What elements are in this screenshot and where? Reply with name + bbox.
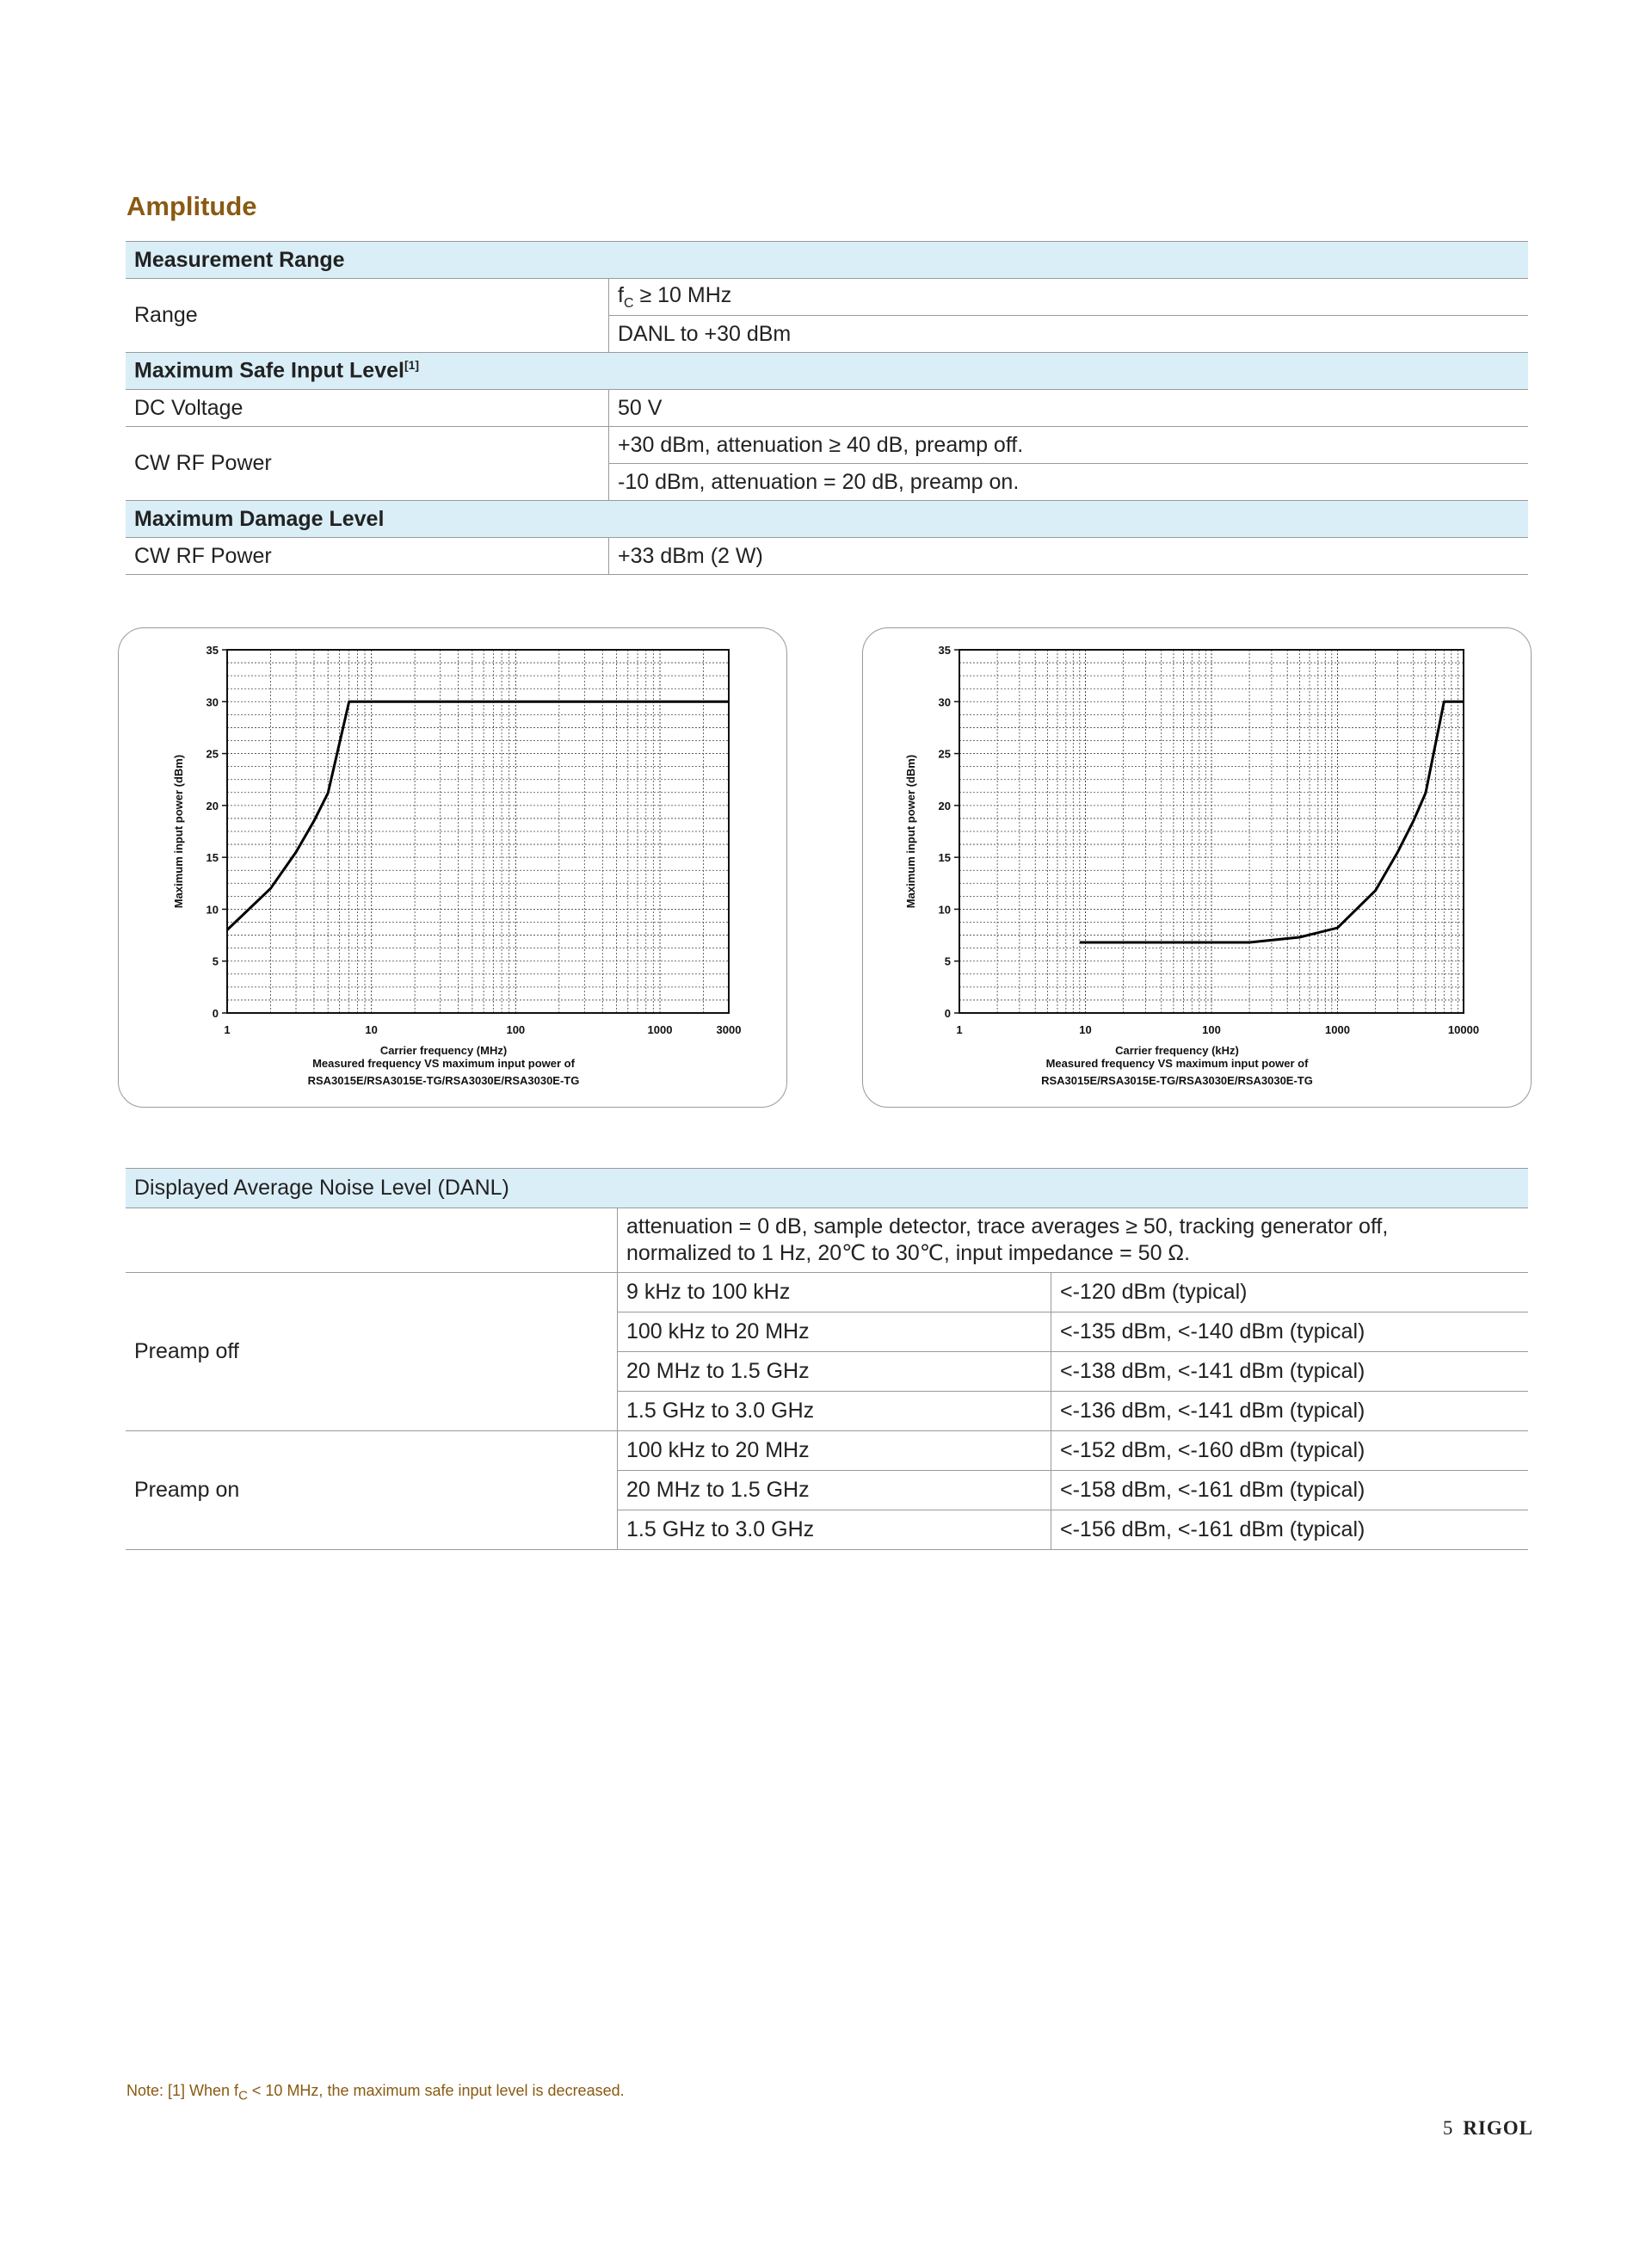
- chart-mhz: [119, 628, 786, 1107]
- y-tick-label: 30: [938, 695, 951, 709]
- chart-caption: Measured frequency VS maximum input power of: [312, 1057, 575, 1070]
- dc-voltage-value: 50 V: [609, 390, 1529, 427]
- damage-cw-label: CW RF Power: [126, 538, 609, 575]
- chart-caption: Measured frequency VS maximum input power of: [1045, 1057, 1309, 1070]
- danl-value: <-138 dBm, <-141 dBm (typical): [1051, 1352, 1529, 1392]
- table-section-header: [126, 1169, 1528, 1208]
- chart-panel-khz: [862, 627, 1532, 1108]
- x-tick-label: 10: [365, 1023, 378, 1036]
- y-tick-label: 20: [938, 799, 951, 812]
- chart-panel-mhz: [118, 627, 787, 1108]
- blank-cell: [126, 1208, 618, 1273]
- y-tick-label: 30: [206, 695, 219, 709]
- table-row: [126, 538, 1528, 575]
- x-tick-label: 10000: [1447, 1023, 1480, 1036]
- x-tick-label: 100: [506, 1023, 526, 1036]
- table-row: [126, 390, 1528, 427]
- table-row: [126, 427, 1528, 464]
- danl-header: Displayed Average Noise Level (DANL): [126, 1169, 1528, 1208]
- x-tick-label: 100: [1202, 1023, 1221, 1036]
- x-tick-label: 1000: [1325, 1023, 1350, 1036]
- y-tick-label: 10: [206, 903, 219, 917]
- danl-value: <-135 dBm, <-140 dBm (typical): [1051, 1312, 1529, 1352]
- y-tick-label: 25: [938, 747, 951, 761]
- y-tick-label: 15: [206, 851, 219, 865]
- table-row: [126, 1431, 1528, 1471]
- chart-caption: RSA3015E/RSA3015E-TG/RSA3030E/RSA3030E-TG: [307, 1074, 580, 1087]
- y-tick-label: 5: [944, 954, 951, 968]
- table-section-header: [126, 242, 1528, 279]
- x-axis-label: Carrier frequency (MHz): [379, 1044, 508, 1057]
- freq-range: 100 kHz to 20 MHz: [618, 1312, 1051, 1352]
- max-damage-header: Maximum Damage Level: [126, 501, 1528, 538]
- cw-rf-value: -10 dBm, attenuation = 20 dB, preamp on.: [609, 464, 1529, 501]
- preamp-on-label: Preamp on: [126, 1431, 618, 1550]
- y-tick-label: 15: [938, 851, 951, 865]
- freq-range: 1.5 GHz to 3.0 GHz: [618, 1510, 1051, 1550]
- measurement-range-header: Measurement Range: [126, 242, 1528, 279]
- freq-range: 1.5 GHz to 3.0 GHz: [618, 1392, 1051, 1431]
- y-tick-label: 25: [206, 747, 219, 761]
- dc-voltage-label: DC Voltage: [126, 390, 609, 427]
- x-tick-label: 1: [956, 1023, 963, 1036]
- y-axis-label: Maximum input power (dBm): [904, 754, 917, 909]
- danl-value: <-158 dBm, <-161 dBm (typical): [1051, 1471, 1529, 1510]
- range-condition: $f_C \ge 10$ MHz: [609, 279, 1529, 316]
- danl-value: <-152 dBm, <-160 dBm (typical): [1051, 1431, 1529, 1471]
- danl-value: <-136 dBm, <-141 dBm (typical): [1051, 1392, 1529, 1431]
- freq-range: 9 kHz to 100 kHz: [618, 1273, 1051, 1312]
- plot-frame: [227, 650, 729, 1013]
- x-tick-label: 3000: [716, 1023, 742, 1036]
- danl-value: <-120 dBm (typical): [1051, 1273, 1529, 1312]
- y-tick-label: 10: [938, 903, 951, 917]
- page-number: 5: [1442, 2117, 1453, 2139]
- x-tick-label: 1000: [647, 1023, 673, 1036]
- preamp-off-label: Preamp off: [126, 1273, 618, 1431]
- footnote: Note: [1] When $f_C < 10$ MHz, the maximum safe input level is decreased.: [126, 2082, 625, 2103]
- y-tick-label: 35: [938, 644, 951, 657]
- y-tick-label: 20: [206, 799, 219, 812]
- x-tick-label: 1: [224, 1023, 231, 1036]
- max-safe-input-header: Maximum Safe Input Level[1]: [126, 353, 1528, 390]
- damage-cw-value: +33 dBm (2 W): [609, 538, 1529, 575]
- x-axis-label: Carrier frequency (kHz): [1115, 1044, 1239, 1057]
- cw-rf-power-label: CW RF Power: [126, 427, 609, 501]
- y-tick-label: 0: [944, 1007, 951, 1020]
- y-tick-label: 5: [212, 954, 219, 968]
- brand-logo: RIGOL: [1463, 2117, 1533, 2139]
- table-section-header: [126, 353, 1528, 390]
- x-tick-label: 10: [1079, 1023, 1092, 1036]
- cw-rf-value: +30 dBm, attenuation ≥ 40 dB, preamp off.: [609, 427, 1529, 464]
- freq-range: 100 kHz to 20 MHz: [618, 1431, 1051, 1471]
- y-axis-label: Maximum input power (dBm): [172, 754, 185, 909]
- range-value: DANL to +30 dBm: [609, 316, 1529, 353]
- freq-range: 20 MHz to 1.5 GHz: [618, 1471, 1051, 1510]
- danl-table: [126, 1168, 1528, 1550]
- danl-value: <-156 dBm, <-161 dBm (typical): [1051, 1510, 1529, 1550]
- table-row: [126, 279, 1528, 316]
- page-footer: [1443, 2117, 1533, 2140]
- chart-khz: [863, 628, 1531, 1107]
- table-row: [126, 1273, 1528, 1312]
- table-row: [126, 1208, 1528, 1273]
- range-label: Range: [126, 279, 609, 353]
- danl-conditions: attenuation = 0 dB, sample detector, trace averages ≥ 50, tracking generator off, normalized to 1 Hz, 20℃ to 30℃, input impedance = 50 Ω.: [618, 1208, 1529, 1273]
- chart-caption: RSA3015E/RSA3015E-TG/RSA3030E/RSA3030E-TG: [1041, 1074, 1313, 1087]
- y-tick-label: 35: [206, 644, 219, 657]
- footnote-ref: [1]: [404, 358, 420, 373]
- section-title: Amplitude: [126, 191, 257, 221]
- freq-range: 20 MHz to 1.5 GHz: [618, 1352, 1051, 1392]
- y-tick-label: 0: [212, 1007, 219, 1020]
- amplitude-table: [126, 241, 1528, 575]
- table-section-header: [126, 501, 1528, 538]
